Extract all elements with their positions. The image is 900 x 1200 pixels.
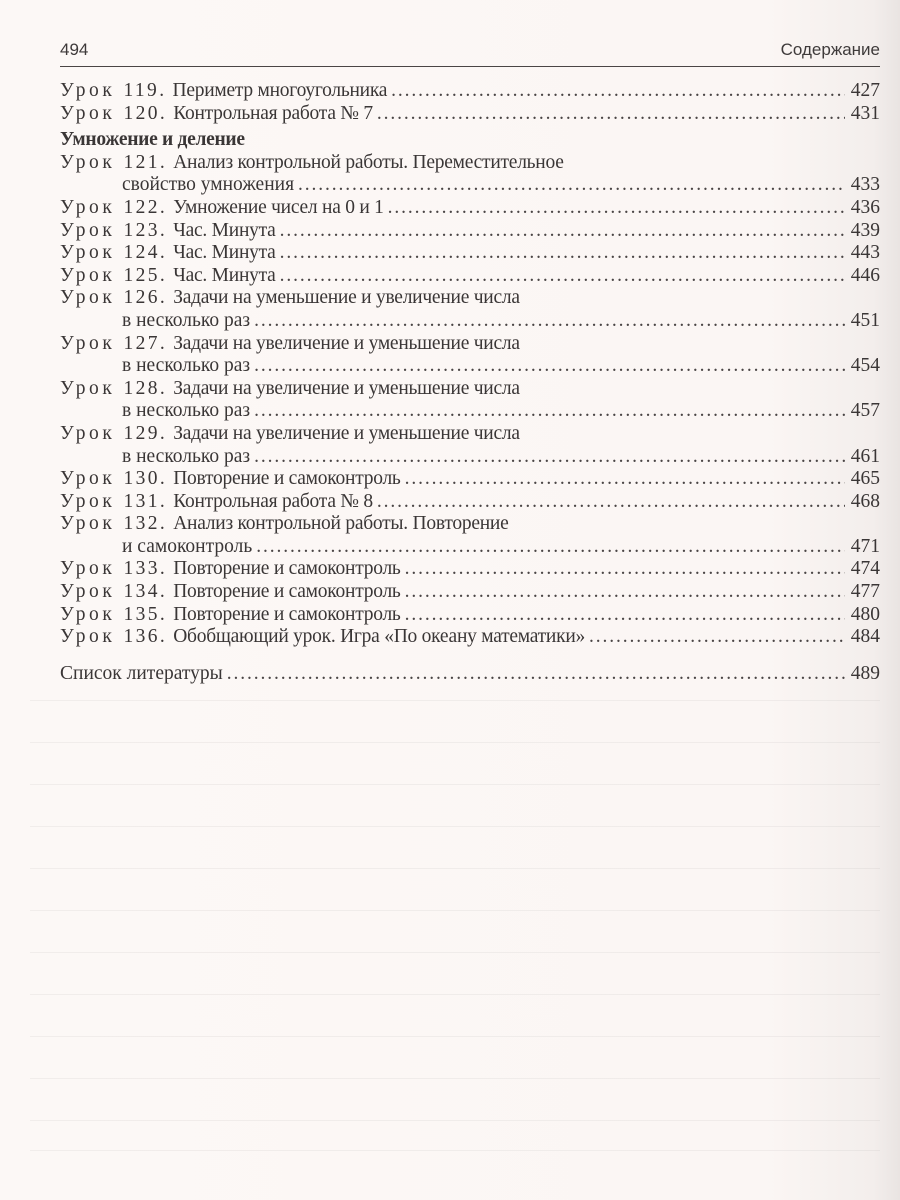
dot-leader <box>280 220 845 243</box>
entry-title: Список литературы <box>60 662 223 684</box>
entry-title: Час. Минута <box>173 242 276 264</box>
page-reference: 480 <box>850 603 880 625</box>
entry-title-continued: в несколько раз <box>122 309 251 331</box>
page-reference: 439 <box>850 219 880 241</box>
lesson-number: 125. <box>123 264 168 286</box>
page-reference: 457 <box>850 400 880 422</box>
toc-entry-continuation[interactable] <box>60 446 880 469</box>
running-section-title: Содержание <box>780 40 880 59</box>
toc-entry[interactable] <box>60 220 880 243</box>
lesson-number: 126. <box>123 287 168 309</box>
entry-title: Повторение и самоконтроль <box>173 468 401 490</box>
toc-entry[interactable] <box>60 265 880 288</box>
entry-title: Обобщающий урок. Игра «По океану математики» <box>173 626 586 648</box>
lesson-number: 130. <box>123 468 168 490</box>
toc-entry[interactable] <box>60 558 880 581</box>
bleed-through-line <box>30 826 880 827</box>
lesson-number: 134. <box>123 581 168 603</box>
page-reference: 427 <box>850 80 880 101</box>
dot-leader <box>280 265 845 288</box>
page-reference: 471 <box>850 535 880 557</box>
lesson-number: 122. <box>123 196 168 218</box>
lesson-label: Урок <box>60 603 116 625</box>
dot-leader <box>377 491 845 514</box>
toc-entry[interactable] <box>60 333 880 356</box>
toc-entry[interactable] <box>60 103 880 126</box>
spacer <box>60 649 880 663</box>
lesson-number: 123. <box>123 219 168 241</box>
page-reference: 489 <box>850 662 880 684</box>
dot-leader <box>405 604 845 627</box>
lesson-label: Урок <box>60 242 116 264</box>
page-number: 494 <box>60 40 89 59</box>
entry-title: Повторение и самоконтроль <box>173 603 401 625</box>
toc-entry-continuation[interactable] <box>60 400 880 423</box>
toc-entry[interactable] <box>60 197 880 220</box>
page-reference: 454 <box>850 355 880 377</box>
page-reference: 433 <box>850 174 880 196</box>
running-header <box>60 36 880 67</box>
lesson-label: Урок <box>60 151 116 173</box>
dot-leader <box>254 355 845 378</box>
bleed-through-line <box>30 994 880 995</box>
dot-leader <box>405 581 845 604</box>
entry-title-continued: в несколько раз <box>122 355 251 377</box>
table-of-contents <box>60 80 880 685</box>
dot-leader <box>388 197 845 220</box>
entry-title: Контрольная работа № 7 <box>173 102 373 124</box>
lesson-number: 119. <box>123 80 167 101</box>
entry-title: Задачи на уменьшение и увеличение числа <box>173 287 520 309</box>
entry-title: Задачи на увеличение и уменьшение числа <box>173 422 520 444</box>
bleed-through-line <box>30 1078 880 1079</box>
lesson-label: Урок <box>60 626 116 648</box>
bleed-through-line <box>30 700 880 701</box>
dot-leader <box>254 400 845 423</box>
lesson-label: Урок <box>60 377 116 399</box>
lesson-number: 136. <box>123 626 168 648</box>
bleed-through-line <box>30 910 880 911</box>
toc-entry-continuation[interactable] <box>60 310 880 333</box>
page-reference: 465 <box>850 468 880 490</box>
lesson-label: Урок <box>60 196 116 218</box>
dot-leader <box>254 310 845 333</box>
bleed-through-line <box>30 742 880 743</box>
page-reference: 474 <box>850 558 880 580</box>
entry-title-continued: в несколько раз <box>122 400 251 422</box>
entry-title: Задачи на увеличение и уменьшение числа <box>173 377 520 399</box>
lesson-label: Урок <box>60 422 116 444</box>
toc-entry[interactable] <box>60 287 880 310</box>
entry-title: Час. Минута <box>173 264 276 286</box>
page-reference: 477 <box>850 581 880 603</box>
lesson-label: Урок <box>60 102 116 124</box>
toc-entry[interactable] <box>60 378 880 401</box>
toc-entry[interactable] <box>60 604 880 627</box>
toc-entry-bibliography[interactable] <box>60 663 880 686</box>
page-reference: 451 <box>850 309 880 331</box>
lesson-number: 133. <box>123 558 168 580</box>
lesson-label: Урок <box>60 490 116 512</box>
page-reference: 461 <box>850 445 880 467</box>
bleed-through-line <box>30 952 880 953</box>
toc-entry[interactable] <box>60 242 880 265</box>
toc-entry[interactable] <box>60 80 880 103</box>
entry-title: Повторение и самоконтроль <box>173 581 401 603</box>
toc-entry-continuation[interactable] <box>60 355 880 378</box>
entry-title: Периметр многоугольника <box>172 80 388 101</box>
bleed-through-line <box>30 868 880 869</box>
entry-title: Анализ контрольной работы. Повторение <box>173 513 509 535</box>
section-heading: Умножение и деление <box>60 129 245 151</box>
toc-entry[interactable] <box>60 626 880 649</box>
lesson-label: Урок <box>60 287 116 309</box>
dot-leader <box>405 468 845 491</box>
page-reference: 484 <box>850 626 880 648</box>
dot-leader <box>589 626 845 649</box>
page-reference: 443 <box>850 242 880 264</box>
dot-leader <box>391 80 845 103</box>
entry-title-continued: свойство умножения <box>122 174 295 196</box>
toc-entry[interactable] <box>60 491 880 514</box>
lesson-label: Урок <box>60 558 116 580</box>
lesson-label: Урок <box>60 581 116 603</box>
lesson-number: 121. <box>123 151 168 173</box>
lesson-number: 128. <box>123 377 168 399</box>
entry-title-continued: и самоконтроль <box>122 535 253 557</box>
page-reference: 431 <box>850 102 880 124</box>
toc-entry[interactable] <box>60 581 880 604</box>
lesson-number: 129. <box>123 422 168 444</box>
toc-entry-continuation[interactable] <box>60 536 880 559</box>
entry-title: Задачи на увеличение и уменьшение числа <box>173 332 520 354</box>
dot-leader <box>298 174 845 197</box>
lesson-number: 132. <box>123 513 168 535</box>
dot-leader <box>280 242 845 265</box>
lesson-number: 120. <box>123 102 168 124</box>
lesson-number: 131. <box>123 490 168 512</box>
page-reference: 468 <box>850 490 880 512</box>
lesson-number: 127. <box>123 332 168 354</box>
lesson-label: Урок <box>60 468 116 490</box>
entry-title: Повторение и самоконтроль <box>173 558 401 580</box>
toc-entry-continuation[interactable] <box>60 174 880 197</box>
lesson-label: Урок <box>60 80 116 101</box>
dot-leader <box>377 103 845 126</box>
page-reference: 446 <box>850 264 880 286</box>
toc-entry[interactable] <box>60 152 880 175</box>
lesson-label: Урок <box>60 332 116 354</box>
lesson-number: 135. <box>123 603 168 625</box>
dot-leader <box>254 446 845 469</box>
lesson-label: Урок <box>60 513 116 535</box>
lesson-number: 124. <box>123 242 168 264</box>
entry-title-continued: в несколько раз <box>122 445 251 467</box>
page-reference: 436 <box>850 196 880 218</box>
bleed-through-line <box>30 1150 880 1151</box>
entry-title: Умножение чисел на 0 и 1 <box>173 196 384 218</box>
entry-title: Час. Минута <box>173 219 276 241</box>
dot-leader <box>405 558 845 581</box>
dot-leader <box>227 663 845 686</box>
entry-title: Анализ контрольной работы. Переместительное <box>173 151 564 173</box>
toc-entry[interactable] <box>60 513 880 536</box>
dot-leader <box>256 536 845 559</box>
lesson-label: Урок <box>60 219 116 241</box>
lesson-label: Урок <box>60 264 116 286</box>
toc-entry[interactable] <box>60 423 880 446</box>
bleed-through-line <box>30 784 880 785</box>
toc-entry[interactable] <box>60 468 880 491</box>
entry-title: Контрольная работа № 8 <box>173 490 373 512</box>
bleed-through-line <box>30 1036 880 1037</box>
bleed-through-line <box>30 1120 880 1121</box>
